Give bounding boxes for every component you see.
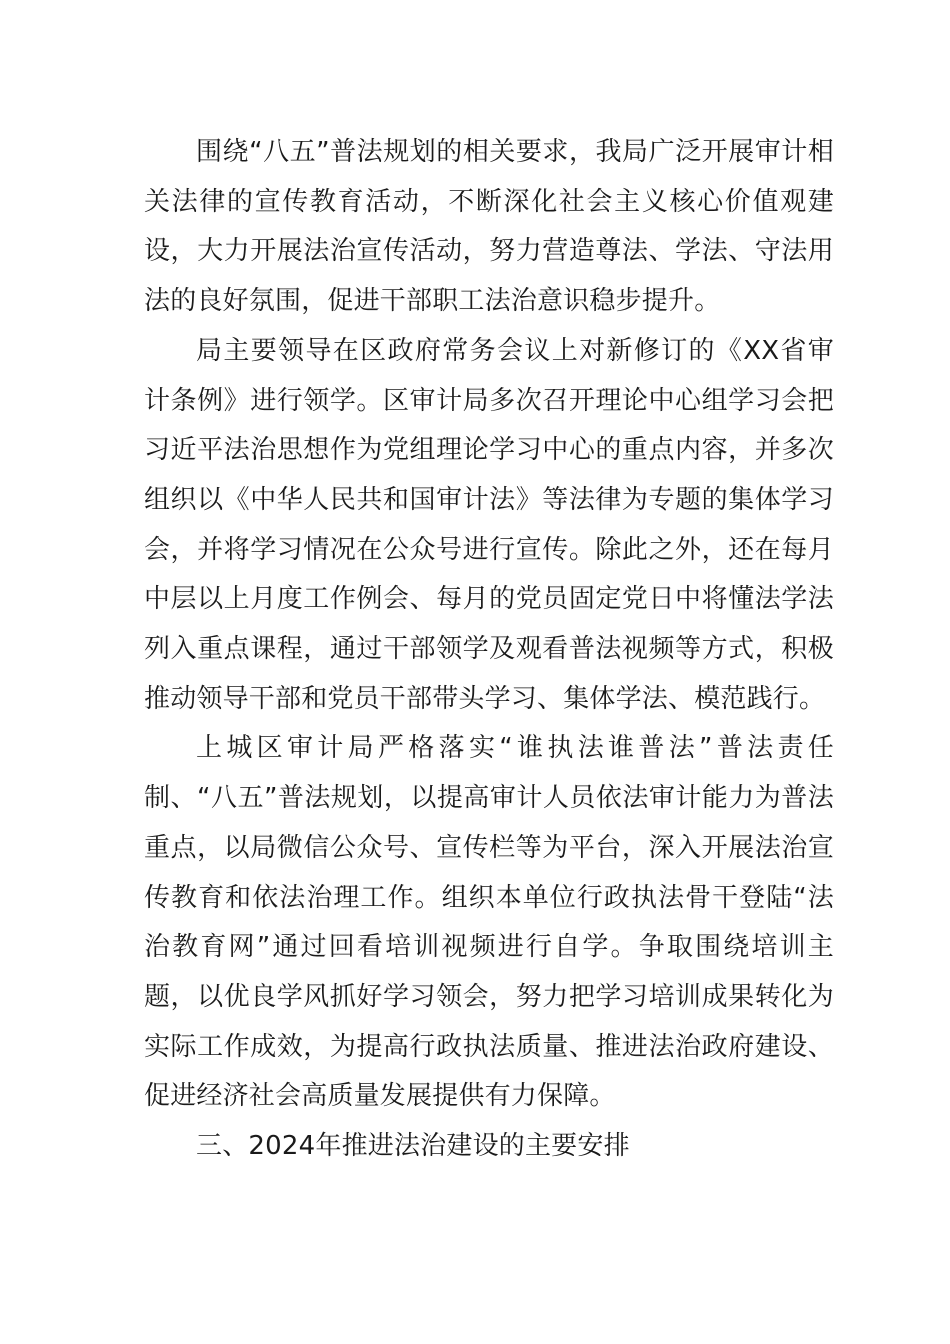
section-heading: 三、2024年推进法治建设的主要安排: [196, 1131, 630, 1162]
paragraph-1: 围绕“八五”普法规划的相关要求，我局广泛开展审计相关法律的宣传教育活动，不断深化社会主义核心价值观建设，大力开展法治宣传活动，努力营造尊法、学法、守法用法的良好氛围，促进干部职工法治意识稳步提升。: [144, 137, 834, 317]
paragraph-2: 局主要领导在区政府常务会议上对新修订的《XX省审计条例》进行领学。区审计局多次召开理论中心组学习会把习近平法治思想作为党组理论学习中心的重点内容，并多次组织以《中华人民共和国审计法》等法律为专题的集体学习会，并将学习情况在公众号进行宣传。除此之外，还在每月中层以上月度工作例会、每月的党员固定党日中将懂法学法列入重点课程，通过干部领学及观看普法视频等方式，积极推动领导干部和党员干部带头学习、集体学法、模范践行。: [144, 335, 834, 714]
document-body: [144, 128, 834, 1172]
paragraph-3: 上城区审计局严格落实“谁执法谁普法”普法责任制、“八五”普法规划，以提高审计人员依法审计能力为普法重点，以局微信公众号、宣传栏等为平台，深入开展法治宣传教育和依法治理工作。组织本单位行政执法骨干登陆“法治教育网”通过回看培训视频进行自学。争取围绕培训主题，以优良学风抓好学习领会，努力把学习培训成果转化为实际工作成效，为提高行政执法质量、推进法治政府建设、促进经济社会高质量发展提供有力保障。: [144, 733, 834, 1112]
